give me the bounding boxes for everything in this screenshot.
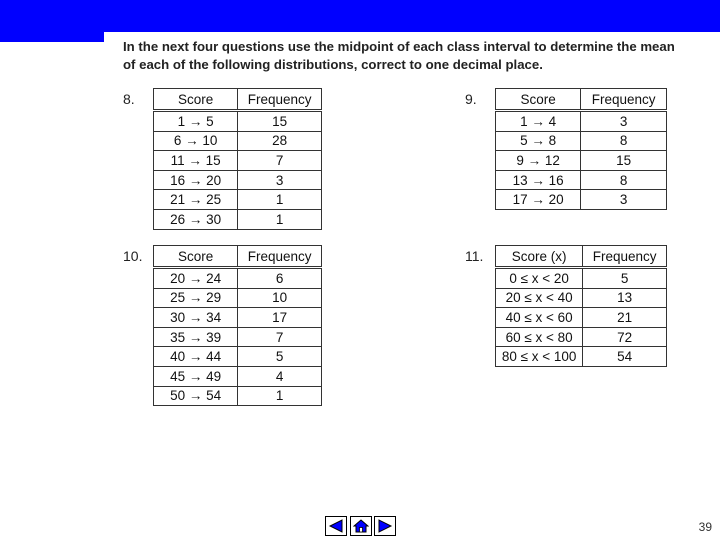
table-row xyxy=(496,308,667,328)
header-bar xyxy=(0,0,720,32)
frequency-header: Frequency xyxy=(238,246,322,268)
table-row xyxy=(154,111,322,132)
table-header-row xyxy=(496,246,667,268)
question-10-number: 10. xyxy=(123,248,143,264)
frequency-cell: 7 xyxy=(238,327,322,347)
score-cell: 30 → 34 xyxy=(154,308,238,328)
frequency-cell: 72 xyxy=(583,327,667,347)
score-cell: 16 → 20 xyxy=(154,170,238,190)
frequency-cell: 6 xyxy=(238,268,322,289)
table-header-row xyxy=(496,89,667,111)
table-header-row xyxy=(154,246,322,268)
score-cell: 5 → 8 xyxy=(496,131,581,151)
table-row xyxy=(496,327,667,347)
frequency-cell: 15 xyxy=(581,151,667,171)
frequency-cell: 5 xyxy=(583,268,667,289)
table-row xyxy=(496,111,667,132)
frequency-cell: 54 xyxy=(583,347,667,367)
score-cell: 9 → 12 xyxy=(496,151,581,171)
table-row xyxy=(496,268,667,289)
arrow-right-icon xyxy=(377,519,393,533)
question-9-table xyxy=(495,88,667,210)
score-header: Score (x) xyxy=(496,246,583,268)
frequency-cell: 4 xyxy=(238,366,322,386)
frequency-cell: 1 xyxy=(238,209,322,229)
score-cell: 35 → 39 xyxy=(154,327,238,347)
table-row xyxy=(496,288,667,308)
home-icon xyxy=(353,519,369,533)
score-cell: 20 → 24 xyxy=(154,268,238,289)
score-cell: 80 ≤ x < 100 xyxy=(496,347,583,367)
table-row xyxy=(496,151,667,171)
table-row xyxy=(496,190,667,210)
table-row xyxy=(496,170,667,190)
frequency-header: Frequency xyxy=(583,246,667,268)
score-cell: 21 → 25 xyxy=(154,190,238,210)
table-row xyxy=(154,190,322,210)
frequency-cell: 8 xyxy=(581,170,667,190)
table-header-row xyxy=(154,89,322,111)
frequency-cell: 17 xyxy=(238,308,322,328)
score-cell: 1 → 4 xyxy=(496,111,581,132)
table-row xyxy=(154,170,322,190)
score-cell: 40 ≤ x < 60 xyxy=(496,308,583,328)
frequency-cell: 3 xyxy=(581,190,667,210)
table-row xyxy=(154,131,322,151)
frequency-cell: 1 xyxy=(238,190,322,210)
table-row xyxy=(154,366,322,386)
score-header: Score xyxy=(154,246,238,268)
score-cell: 13 → 16 xyxy=(496,170,581,190)
instructions xyxy=(123,38,703,74)
frequency-cell: 8 xyxy=(581,131,667,151)
score-cell: 6 → 10 xyxy=(154,131,238,151)
frequency-header: Frequency xyxy=(238,89,322,111)
question-10-table xyxy=(153,245,322,406)
table-row xyxy=(154,327,322,347)
score-cell: 25 → 29 xyxy=(154,288,238,308)
frequency-cell: 13 xyxy=(583,288,667,308)
table-row xyxy=(154,151,322,171)
table-row xyxy=(154,209,322,229)
frequency-cell: 7 xyxy=(238,151,322,171)
frequency-cell: 3 xyxy=(581,111,667,132)
question-11-table xyxy=(495,245,667,367)
frequency-cell: 21 xyxy=(583,308,667,328)
table-row xyxy=(496,347,667,367)
frequency-cell: 15 xyxy=(238,111,322,132)
frequency-cell: 5 xyxy=(238,347,322,367)
table-row xyxy=(496,131,667,151)
home-button[interactable] xyxy=(350,516,372,536)
previous-slide-button[interactable] xyxy=(325,516,347,536)
instructions-line-2: of each of the following distributions, correct to one decimal place. xyxy=(123,57,543,72)
header-bar-tab xyxy=(0,32,104,42)
score-header: Score xyxy=(154,89,238,111)
frequency-cell: 1 xyxy=(238,386,322,406)
score-cell: 26 → 30 xyxy=(154,209,238,229)
table-row xyxy=(154,268,322,289)
question-9-number: 9. xyxy=(465,91,477,107)
arrow-left-icon xyxy=(328,519,344,533)
score-cell: 20 ≤ x < 40 xyxy=(496,288,583,308)
question-8-table xyxy=(153,88,322,230)
frequency-cell: 10 xyxy=(238,288,322,308)
score-cell: 40 → 44 xyxy=(154,347,238,367)
table-row xyxy=(154,288,322,308)
table-row xyxy=(154,386,322,406)
frequency-header: Frequency xyxy=(581,89,667,111)
instructions-line-1: In the next four questions use the midpoint of each class interval to determine the mean xyxy=(123,39,675,54)
next-slide-button[interactable] xyxy=(374,516,396,536)
page-number: 39 xyxy=(698,520,712,534)
table-row xyxy=(154,347,322,367)
score-cell: 17 → 20 xyxy=(496,190,581,210)
frequency-cell: 3 xyxy=(238,170,322,190)
score-cell: 11 → 15 xyxy=(154,151,238,171)
score-cell: 60 ≤ x < 80 xyxy=(496,327,583,347)
score-cell: 1 → 5 xyxy=(154,111,238,132)
frequency-cell: 28 xyxy=(238,131,322,151)
score-cell: 50 → 54 xyxy=(154,386,238,406)
question-11-number: 11. xyxy=(465,248,484,264)
question-8-number: 8. xyxy=(123,91,135,107)
table-row xyxy=(154,308,322,328)
score-cell: 0 ≤ x < 20 xyxy=(496,268,583,289)
score-cell: 45 → 49 xyxy=(154,366,238,386)
score-header: Score xyxy=(496,89,581,111)
